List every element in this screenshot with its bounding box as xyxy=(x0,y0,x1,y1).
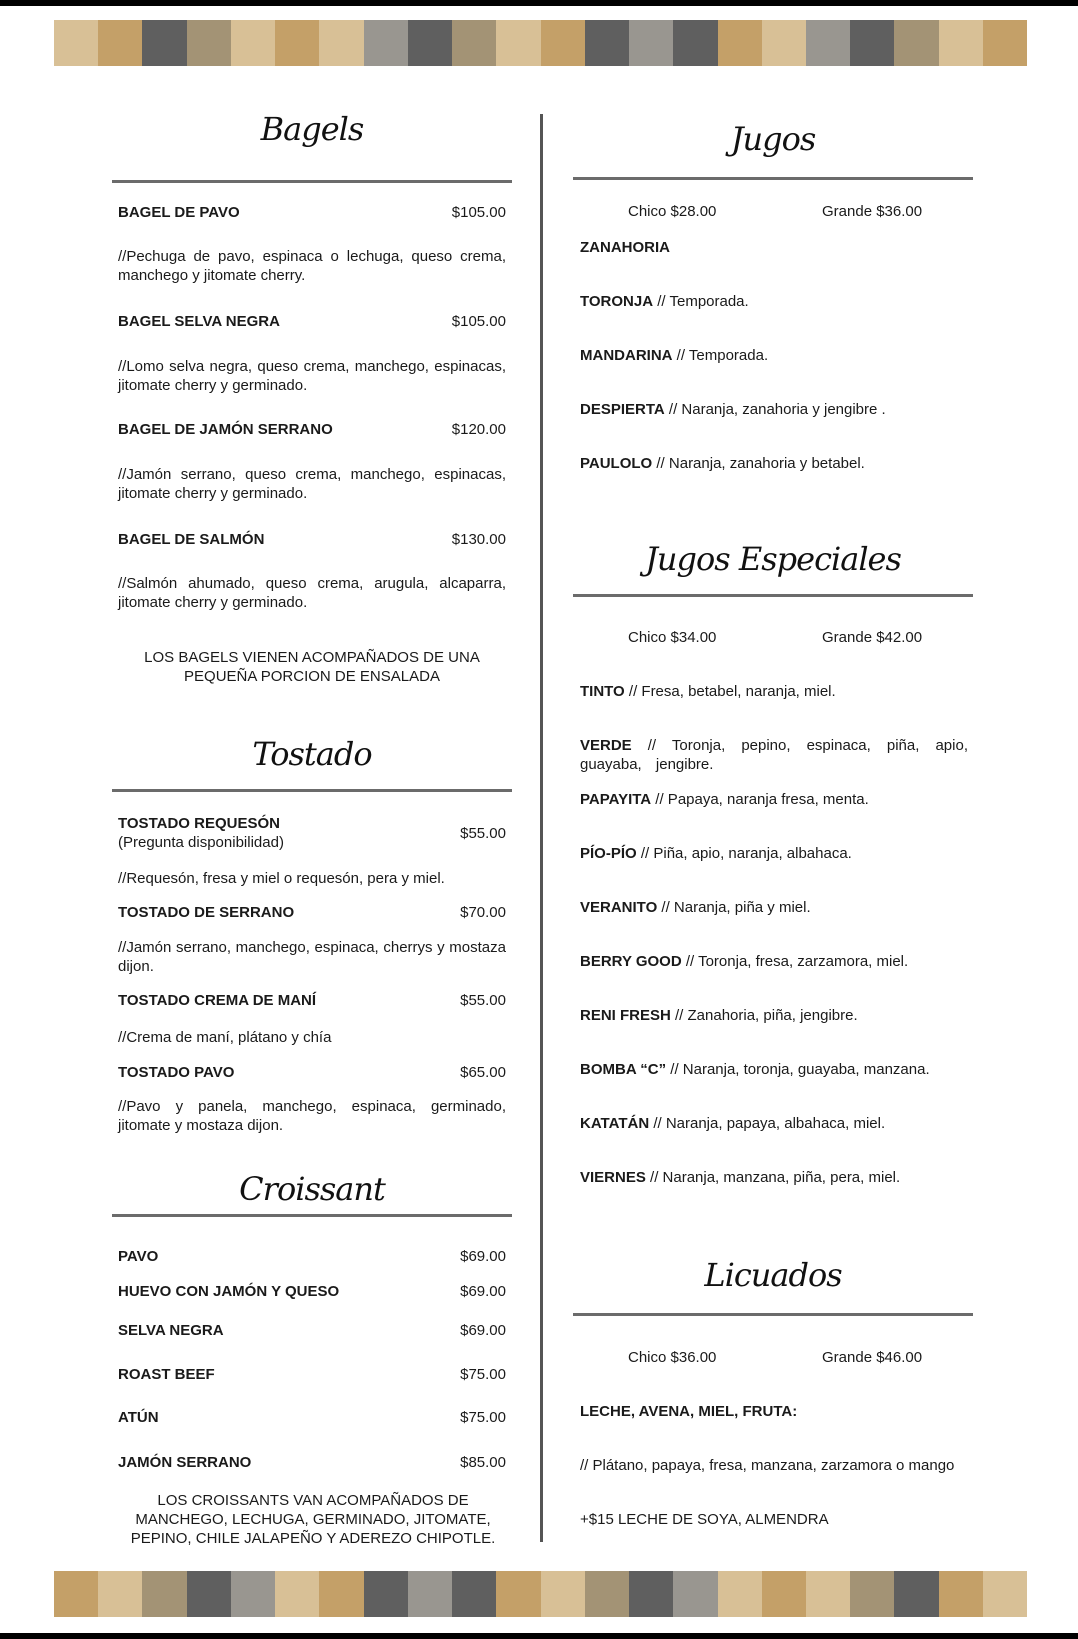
stripe-block xyxy=(806,1571,850,1617)
stripe-block xyxy=(718,1571,762,1617)
croissant-item-price: $75.00 xyxy=(460,1409,506,1426)
licuados-fruits: // Plátano, papaya, fresa, manzana, zarzamora o mango xyxy=(580,1457,955,1474)
tostado-item-name: TOSTADO DE SERRANO xyxy=(118,904,295,921)
especial-item-desc: // Toronja, pepino, espinaca, piña, apio, guayaba, jengibre. xyxy=(580,737,968,773)
stripe-block xyxy=(98,1571,142,1617)
croissant-rule xyxy=(112,1214,512,1217)
jugo-item-name: PAULOLO xyxy=(580,455,653,472)
jugo-item xyxy=(580,400,970,419)
croissant-item-price: $75.00 xyxy=(460,1366,506,1383)
jugos-size-small: Chico $28.00 xyxy=(628,203,717,220)
tostado-item-desc: //Requesón, fresa y miel o requesón, pera y miel. xyxy=(118,870,445,887)
tostado-item-price: $55.00 xyxy=(460,825,506,842)
top-edge xyxy=(0,0,1078,6)
stripe-block xyxy=(452,20,496,66)
tostado-item-name: TOSTADO CREMA DE MANÍ xyxy=(118,992,317,1009)
stripe-block xyxy=(98,20,142,66)
stripe-block xyxy=(983,1571,1027,1617)
especial-item-name: PÍO-PÍO xyxy=(580,845,637,862)
croissant-item-name: HUEVO CON JAMÓN Y QUESO xyxy=(118,1283,340,1300)
top-color-stripe xyxy=(54,20,1027,66)
stripe-block xyxy=(983,20,1027,66)
especial-item-name: VIERNES xyxy=(580,1169,646,1186)
bagels-rule xyxy=(112,180,512,183)
licuados-rule xyxy=(573,1313,973,1316)
licuados-size-small: Chico $36.00 xyxy=(628,1349,717,1366)
stripe-block xyxy=(187,20,231,66)
bagel-item-price: $105.00 xyxy=(451,313,506,330)
tostado-title: Tostado xyxy=(252,735,372,773)
tostado-item-price: $65.00 xyxy=(460,1064,506,1081)
stripe-block xyxy=(54,20,98,66)
especial-item xyxy=(580,682,968,701)
bagel-item-price: $120.00 xyxy=(451,421,506,438)
stripe-block xyxy=(496,1571,540,1617)
jugo-item-desc: // Temporada. xyxy=(672,347,769,364)
croissant-item-name: JAMÓN SERRANO xyxy=(118,1454,252,1471)
jugo-item xyxy=(580,346,970,365)
jugo-item-name: TORONJA xyxy=(580,293,654,310)
especial-item-name: BOMBA “C” xyxy=(580,1061,667,1078)
especial-item-desc: // Naranja, piña y miel. xyxy=(657,899,811,916)
jugos-title: Jugos xyxy=(730,120,816,158)
stripe-block xyxy=(850,1571,894,1617)
bagel-item-price: $105.00 xyxy=(451,204,506,221)
especial-item xyxy=(580,1168,968,1187)
stripe-block xyxy=(585,20,629,66)
bottom-edge xyxy=(0,1633,1078,1639)
especial-item xyxy=(580,790,968,809)
stripe-block xyxy=(673,20,717,66)
bagel-item-desc: //Jamón serrano, queso crema, manchego, espinacas, jitomate cherry y germinado. xyxy=(118,466,506,502)
especial-item-name: TINTO xyxy=(580,683,625,700)
especial-item xyxy=(580,898,968,917)
tostado-item-price: $70.00 xyxy=(460,904,506,921)
stripe-block xyxy=(187,1571,231,1617)
especiales-size-small: Chico $34.00 xyxy=(628,629,717,646)
licuados-heading: LECHE, AVENA, MIEL, FRUTA: xyxy=(580,1403,798,1420)
stripe-block xyxy=(231,1571,275,1617)
tostado-item-price: $55.00 xyxy=(460,992,506,1009)
stripe-block xyxy=(452,1571,496,1617)
stripe-block xyxy=(762,1571,806,1617)
stripe-block xyxy=(585,1571,629,1617)
bagel-item-name: BAGEL DE JAMÓN SERRANO xyxy=(118,421,333,438)
stripe-block xyxy=(939,20,983,66)
especial-item-name: BERRY GOOD xyxy=(580,953,682,970)
especial-item xyxy=(580,952,968,971)
jugo-item-desc: // Naranja, zanahoria y betabel. xyxy=(652,455,865,472)
stripe-block xyxy=(541,20,585,66)
especial-item-desc: // Toronja, fresa, zarzamora, miel. xyxy=(681,953,909,970)
jugos-size-large: Grande $36.00 xyxy=(822,203,923,220)
croissant-item-name: PAVO xyxy=(118,1248,159,1265)
bagel-item-desc: //Pechuga de pavo, espinaca o lechuga, queso crema, manchego y jitomate cherry. xyxy=(118,248,506,284)
column-divider xyxy=(540,114,543,1542)
stripe-block xyxy=(408,1571,452,1617)
jugo-item-name: DESPIERTA xyxy=(580,401,665,418)
stripe-block xyxy=(894,20,938,66)
tostado-rule xyxy=(112,789,512,792)
jugo-item xyxy=(580,238,970,257)
croissant-item-price: $69.00 xyxy=(460,1283,506,1300)
jugo-item-desc: // Temporada. xyxy=(653,293,749,310)
stripe-block xyxy=(850,20,894,66)
especial-item xyxy=(580,844,968,863)
stripe-block xyxy=(319,1571,363,1617)
tostado-item-desc: //Pavo y panela, manchego, espinaca, germinado, jitomate y mostaza dijon. xyxy=(118,1098,506,1134)
especial-item-name: KATATÁN xyxy=(580,1115,650,1132)
especiales-size-large: Grande $42.00 xyxy=(822,629,923,646)
stripe-block xyxy=(673,1571,717,1617)
especial-item-desc: // Naranja, papaya, albahaca, miel. xyxy=(649,1115,886,1132)
especial-item-desc: // Piña, apio, naranja, albahaca. xyxy=(636,845,852,862)
stripe-block xyxy=(718,20,762,66)
tostado-item-name: TOSTADO REQUESÓN xyxy=(118,815,280,832)
stripe-block xyxy=(142,20,186,66)
especial-item-name: RENI FRESH xyxy=(580,1007,671,1024)
bagel-item-price: $130.00 xyxy=(451,531,506,548)
tostado-item-desc: //Crema de maní, plátano y chía xyxy=(118,1029,332,1046)
bagels-title: Bagels xyxy=(260,110,364,148)
croissant-item-name: SELVA NEGRA xyxy=(118,1322,224,1339)
especial-item xyxy=(580,1006,968,1025)
licuados-extra: +$15 LECHE DE SOYA, ALMENDRA xyxy=(580,1511,829,1528)
especial-item xyxy=(580,1060,968,1079)
stripe-block xyxy=(231,20,275,66)
especial-item xyxy=(580,736,968,774)
jugo-item-name: ZANAHORIA xyxy=(580,239,670,256)
especial-item-name: PAPAYITA xyxy=(580,791,652,808)
jugo-item xyxy=(580,292,970,311)
especial-item-name: VERANITO xyxy=(580,899,658,916)
jugos-especiales-title: Jugos Especiales xyxy=(645,540,901,578)
especial-item-desc: // Naranja, manzana, piña, pera, miel. xyxy=(645,1169,901,1186)
especial-item-desc: // Fresa, betabel, naranja, miel. xyxy=(624,683,836,700)
jugo-item-desc: // Naranja, zanahoria y jengibre . xyxy=(664,401,886,418)
stripe-block xyxy=(54,1571,98,1617)
bottom-color-stripe xyxy=(54,1571,1027,1617)
stripe-block xyxy=(275,20,319,66)
croissant-item-price: $85.00 xyxy=(460,1454,506,1471)
croissant-title: Croissant xyxy=(239,1170,385,1208)
croissant-note: LOS CROISSANTS VAN ACOMPAÑADOS DE MANCHEGO, LECHUGA, GERMINADO, JITOMATE, PEPINO, CHILE JALAPEÑO Y ADEREZO CHIPOTLE. xyxy=(130,1492,496,1547)
stripe-block xyxy=(408,20,452,66)
stripe-block xyxy=(364,1571,408,1617)
jugos-rule xyxy=(573,177,973,180)
stripe-block xyxy=(541,1571,585,1617)
tostado-item-sub: (Pregunta disponibilidad) xyxy=(118,834,284,851)
jugo-item xyxy=(580,454,970,473)
licuados-title: Licuados xyxy=(704,1256,842,1294)
stripe-block xyxy=(496,20,540,66)
especial-item-desc: // Naranja, toronja, guayaba, manzana. xyxy=(666,1061,930,1078)
stripe-block xyxy=(629,1571,673,1617)
stripe-block xyxy=(939,1571,983,1617)
stripe-block xyxy=(275,1571,319,1617)
bagels-note: LOS BAGELS VIENEN ACOMPAÑADOS DE UNA PEQUEÑA PORCION DE ENSALADA xyxy=(144,649,480,685)
croissant-item-name: ATÚN xyxy=(118,1409,159,1426)
stripe-block xyxy=(629,20,673,66)
licuados-size-large: Grande $46.00 xyxy=(822,1349,923,1366)
jugo-item-name: MANDARINA xyxy=(580,347,673,364)
especial-item-desc: // Zanahoria, piña, jengibre. xyxy=(670,1007,858,1024)
bagel-item-name: BAGEL SELVA NEGRA xyxy=(118,313,280,330)
tostado-item-desc: //Jamón serrano, manchego, espinaca, cherrys y mostaza dijon. xyxy=(118,939,506,975)
tostado-item-name: TOSTADO PAVO xyxy=(118,1064,235,1081)
especial-item-name: VERDE xyxy=(580,737,632,754)
stripe-block xyxy=(319,20,363,66)
stripe-block xyxy=(894,1571,938,1617)
stripe-block xyxy=(762,20,806,66)
bagel-item-desc: //Lomo selva negra, queso crema, manchego, espinacas, jitomate cherry y germinado. xyxy=(118,358,506,394)
bagel-item-name: BAGEL DE PAVO xyxy=(118,204,240,221)
stripe-block xyxy=(806,20,850,66)
croissant-item-price: $69.00 xyxy=(460,1322,506,1339)
stripe-block xyxy=(142,1571,186,1617)
bagel-item-name: BAGEL DE SALMÓN xyxy=(118,531,265,548)
especial-item-desc: // Papaya, naranja fresa, menta. xyxy=(651,791,869,808)
jugos-especiales-rule xyxy=(573,594,973,597)
croissant-item-price: $69.00 xyxy=(460,1248,506,1265)
stripe-block xyxy=(364,20,408,66)
especial-item xyxy=(580,1114,968,1133)
croissant-item-name: ROAST BEEF xyxy=(118,1366,215,1383)
bagel-item-desc: //Salmón ahumado, queso crema, arugula, alcaparra, jitomate cherry y germinado. xyxy=(118,575,506,611)
